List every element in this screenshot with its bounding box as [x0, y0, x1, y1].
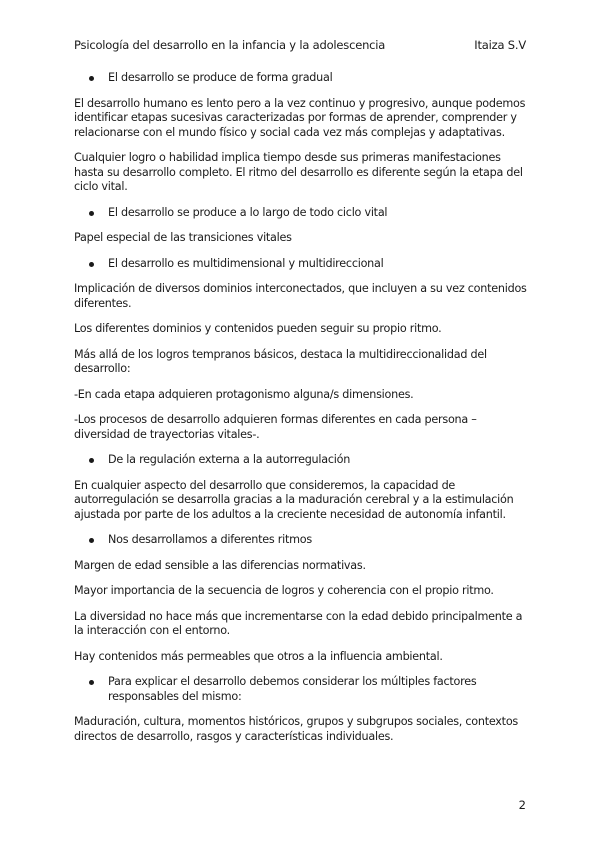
paragraph: -Los procesos de desarrollo adquieren formas diferentes en cada persona –diversidad de trayectorias vitales-.	[74, 413, 477, 441]
paragraph: Papel especial de las transiciones vitales	[74, 231, 292, 244]
paragraph: Los diferentes dominios y contenidos pueden seguir su propio ritmo.	[74, 322, 442, 335]
bullet-dot-icon	[89, 211, 94, 216]
paragraph: Cualquier logro o habilidad implica tiempo desde sus primeras manifestaciones hasta su desarrollo completo. El ritmo del desarrollo es diferente según la etapa del ciclo vital.	[74, 151, 523, 193]
bullet-text: El desarrollo se produce de forma gradual	[108, 71, 333, 84]
page-number: 2	[518, 798, 526, 812]
bullet-text: Para explicar el desarrollo debemos considerar los múltiples factores responsables del mismo:	[108, 675, 477, 703]
paragraph: Margen de edad sensible a las diferencias normativas.	[74, 558, 366, 572]
paragraph: -En cada etapa adquieren protagonismo alguna/s dimensiones.	[74, 387, 414, 401]
bullet-dot-icon	[89, 538, 94, 543]
bullet-dot-icon	[89, 262, 94, 267]
bullet-item	[74, 71, 530, 86]
bullet-text: Nos desarrollamos a diferentes ritmos	[108, 533, 312, 546]
paragraph: El desarrollo humano es lento pero a la vez continuo y progresivo, aunque podemos identificar etapas sucesivas caracterizadas por formas de aprender, comprender y relacionarse con el mundo físico y social cada vez más complejas y adaptativas.	[74, 96, 526, 139]
paragraph: La diversidad no hace más que incrementarse con la edad debido principalmente a la interacción con el entorno.	[74, 609, 523, 637]
page-content	[74, 71, 530, 755]
bullet-item	[74, 453, 530, 468]
bullet-text: El desarrollo se produce a lo largo de todo ciclo vital	[108, 205, 388, 219]
bullet-item	[74, 206, 530, 221]
page-header	[74, 38, 526, 54]
bullet-dot-icon	[89, 680, 94, 685]
paragraph: Más allá de los logros tempranos básicos, destaca la multidireccionalidad del desarrollo:	[74, 347, 487, 375]
paragraph: Mayor importancia de la secuencia de logros y coherencia con el propio ritmo.	[74, 584, 494, 597]
header-author: Itaiza S.V	[474, 38, 526, 52]
bullet-item	[74, 533, 530, 548]
paragraph: Hay contenidos más permeables que otros a la influencia ambiental.	[74, 649, 443, 663]
paragraph: En cualquier aspecto del desarrollo que consideremos, la capacidad de autorregulación se desarrolla gracias a la maduración cerebral y a la estimulación ajustada por parte de los adultos a la creciente necesidad de autonomía infantil.	[74, 478, 514, 521]
paragraph: Maduración, cultura, momentos históricos, grupos y subgrupos sociales, contextos directos de desarrollo, rasgos y características individuales.	[74, 715, 518, 743]
bullet-item	[74, 675, 530, 704]
header-title: Psicología del desarrollo en la infancia y la adolescencia	[74, 38, 386, 52]
bullet-dot-icon	[89, 76, 94, 81]
bullet-text: De la regulación externa a la autorregulación	[108, 453, 351, 466]
bullet-item	[74, 257, 530, 272]
bullet-text: El desarrollo es multidimensional y multidireccional	[108, 256, 384, 270]
paragraph: Implicación de diversos dominios interconectados, que incluyen a su vez contenidos diferentes.	[74, 282, 527, 310]
bullet-dot-icon	[89, 458, 94, 463]
